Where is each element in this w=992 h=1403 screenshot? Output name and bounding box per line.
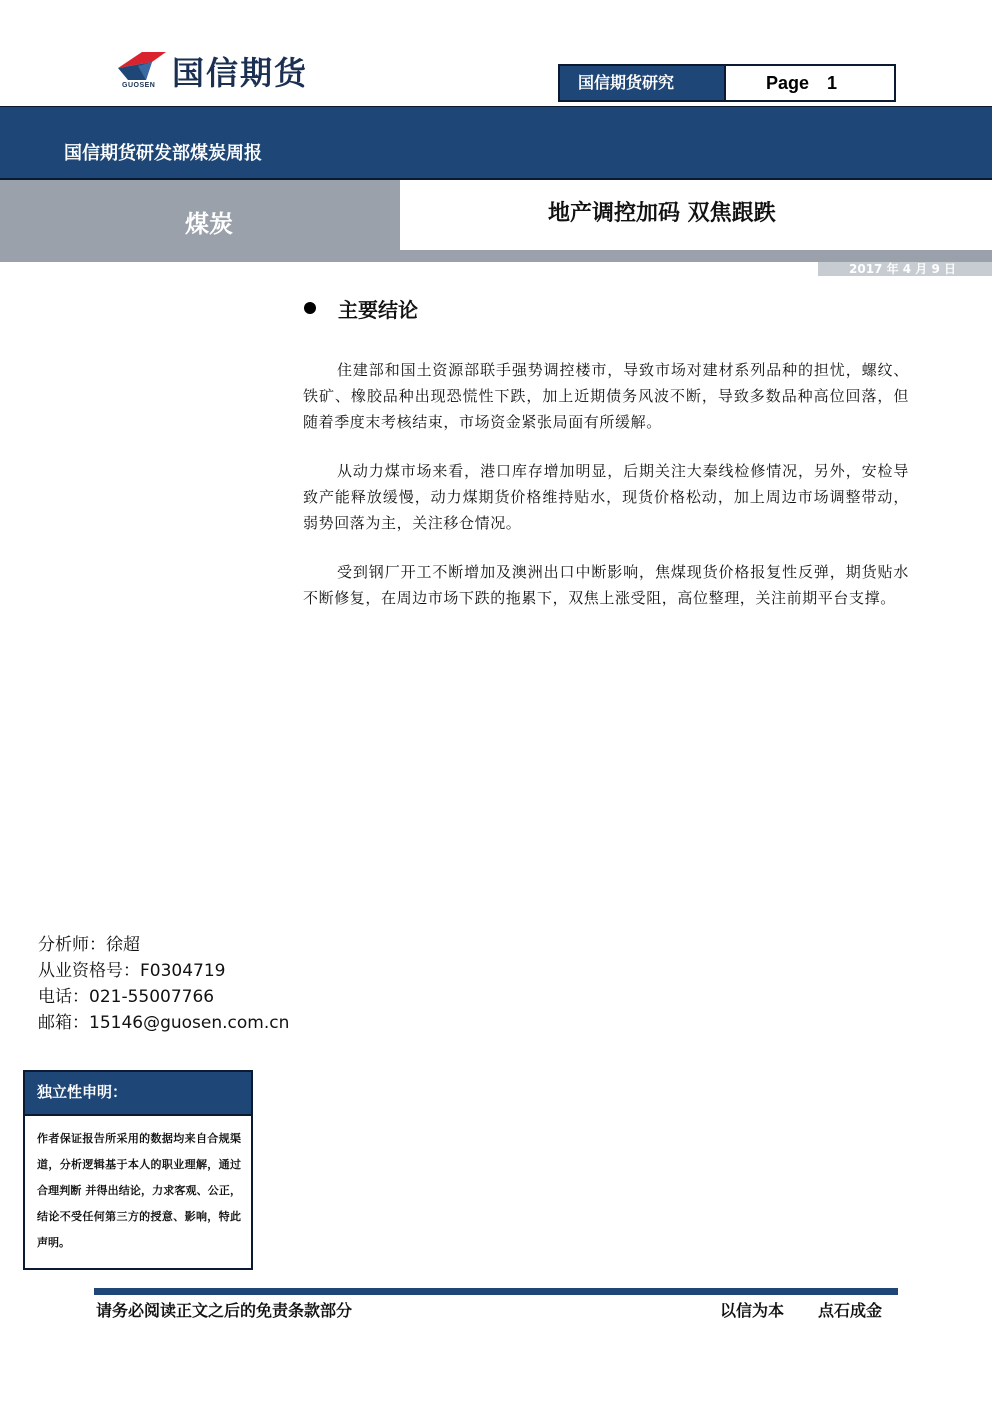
report-banner xyxy=(0,106,992,180)
bullet-icon xyxy=(304,302,316,314)
report-headline: 地产调控加码 双焦跟跌 xyxy=(548,201,776,226)
page-label: Page xyxy=(766,73,810,93)
sector-panel xyxy=(0,180,400,262)
conclusion-paragraph: 住建部和国土资源部联手强势调控楼市，导致市场对建材系列品种的担忧，螺纹、铁矿、橡胶品种出现恐慌性下跌，加上近期债务风波不断，导致多数品种高位回落，但随着季度末考核结束，市场资金紧张局面有所缓解。 xyxy=(303,361,909,431)
logo-mark-icon xyxy=(116,46,168,86)
footer-slogan xyxy=(720,1298,882,1321)
report-name: 国信期货研发部煤炭周报 xyxy=(64,143,262,164)
analyst-license: 从业资格号：F0304719 xyxy=(38,961,226,981)
independence-body: 作者保证报告所采用的数据均来自合规渠道，分析逻辑基于本人的职业理解，通过合理判断 并得出结论，力求客观、公正，结论不受任何第三方的授意、影响，特此声明。 xyxy=(37,1132,241,1249)
report-date: 2017 年 4 月 9 日 xyxy=(849,262,956,276)
conclusion-paragraph: 从动力煤市场来看，港口库存增加明显，后期关注大秦线检修情况，另外，安检导致产能释放缓慢，动力煤期货价格维持贴水，现货价格松动，加上周边市场调整带动，弱势回落为主，关注移仓情况。 xyxy=(303,462,909,532)
independence-title: 独立性申明： xyxy=(25,1072,251,1116)
sector-label: 煤炭 xyxy=(185,210,233,238)
logo-text: 国信期货 xyxy=(172,54,309,92)
analyst-info xyxy=(38,932,289,1036)
page-number: 1 xyxy=(827,73,838,93)
footer-divider xyxy=(94,1288,898,1295)
company-logo xyxy=(116,46,356,94)
analyst-name: 分析师：徐超 xyxy=(38,935,140,955)
logo-subtext: GUOSEN xyxy=(122,82,156,89)
research-label: 国信期货研究 xyxy=(558,64,726,102)
slogan-1: 以信为本 xyxy=(720,1301,785,1320)
page-indicator xyxy=(726,64,896,102)
divider-strip xyxy=(400,250,992,262)
analyst-email[interactable]: 邮箱：15146@guosen.com.cn xyxy=(38,1013,290,1033)
analyst-phone: 电话：021-55007766 xyxy=(38,987,215,1007)
slogan-2: 点石成金 xyxy=(818,1301,883,1320)
conclusion-paragraph: 受到钢厂开工不断增加及澳洲出口中断影响，焦煤现货价格报复性反弹，期货贴水不断修复，在周边市场下跌的拖累下，双焦上涨受阻，高位整理，关注前期平台支撑。 xyxy=(303,563,909,607)
section-title: 主要结论 xyxy=(338,298,418,322)
footer-disclaimer: 请务必阅读正文之后的免责条款部分 xyxy=(96,1301,353,1320)
independence-statement xyxy=(23,1070,253,1270)
date-bar xyxy=(818,262,992,276)
